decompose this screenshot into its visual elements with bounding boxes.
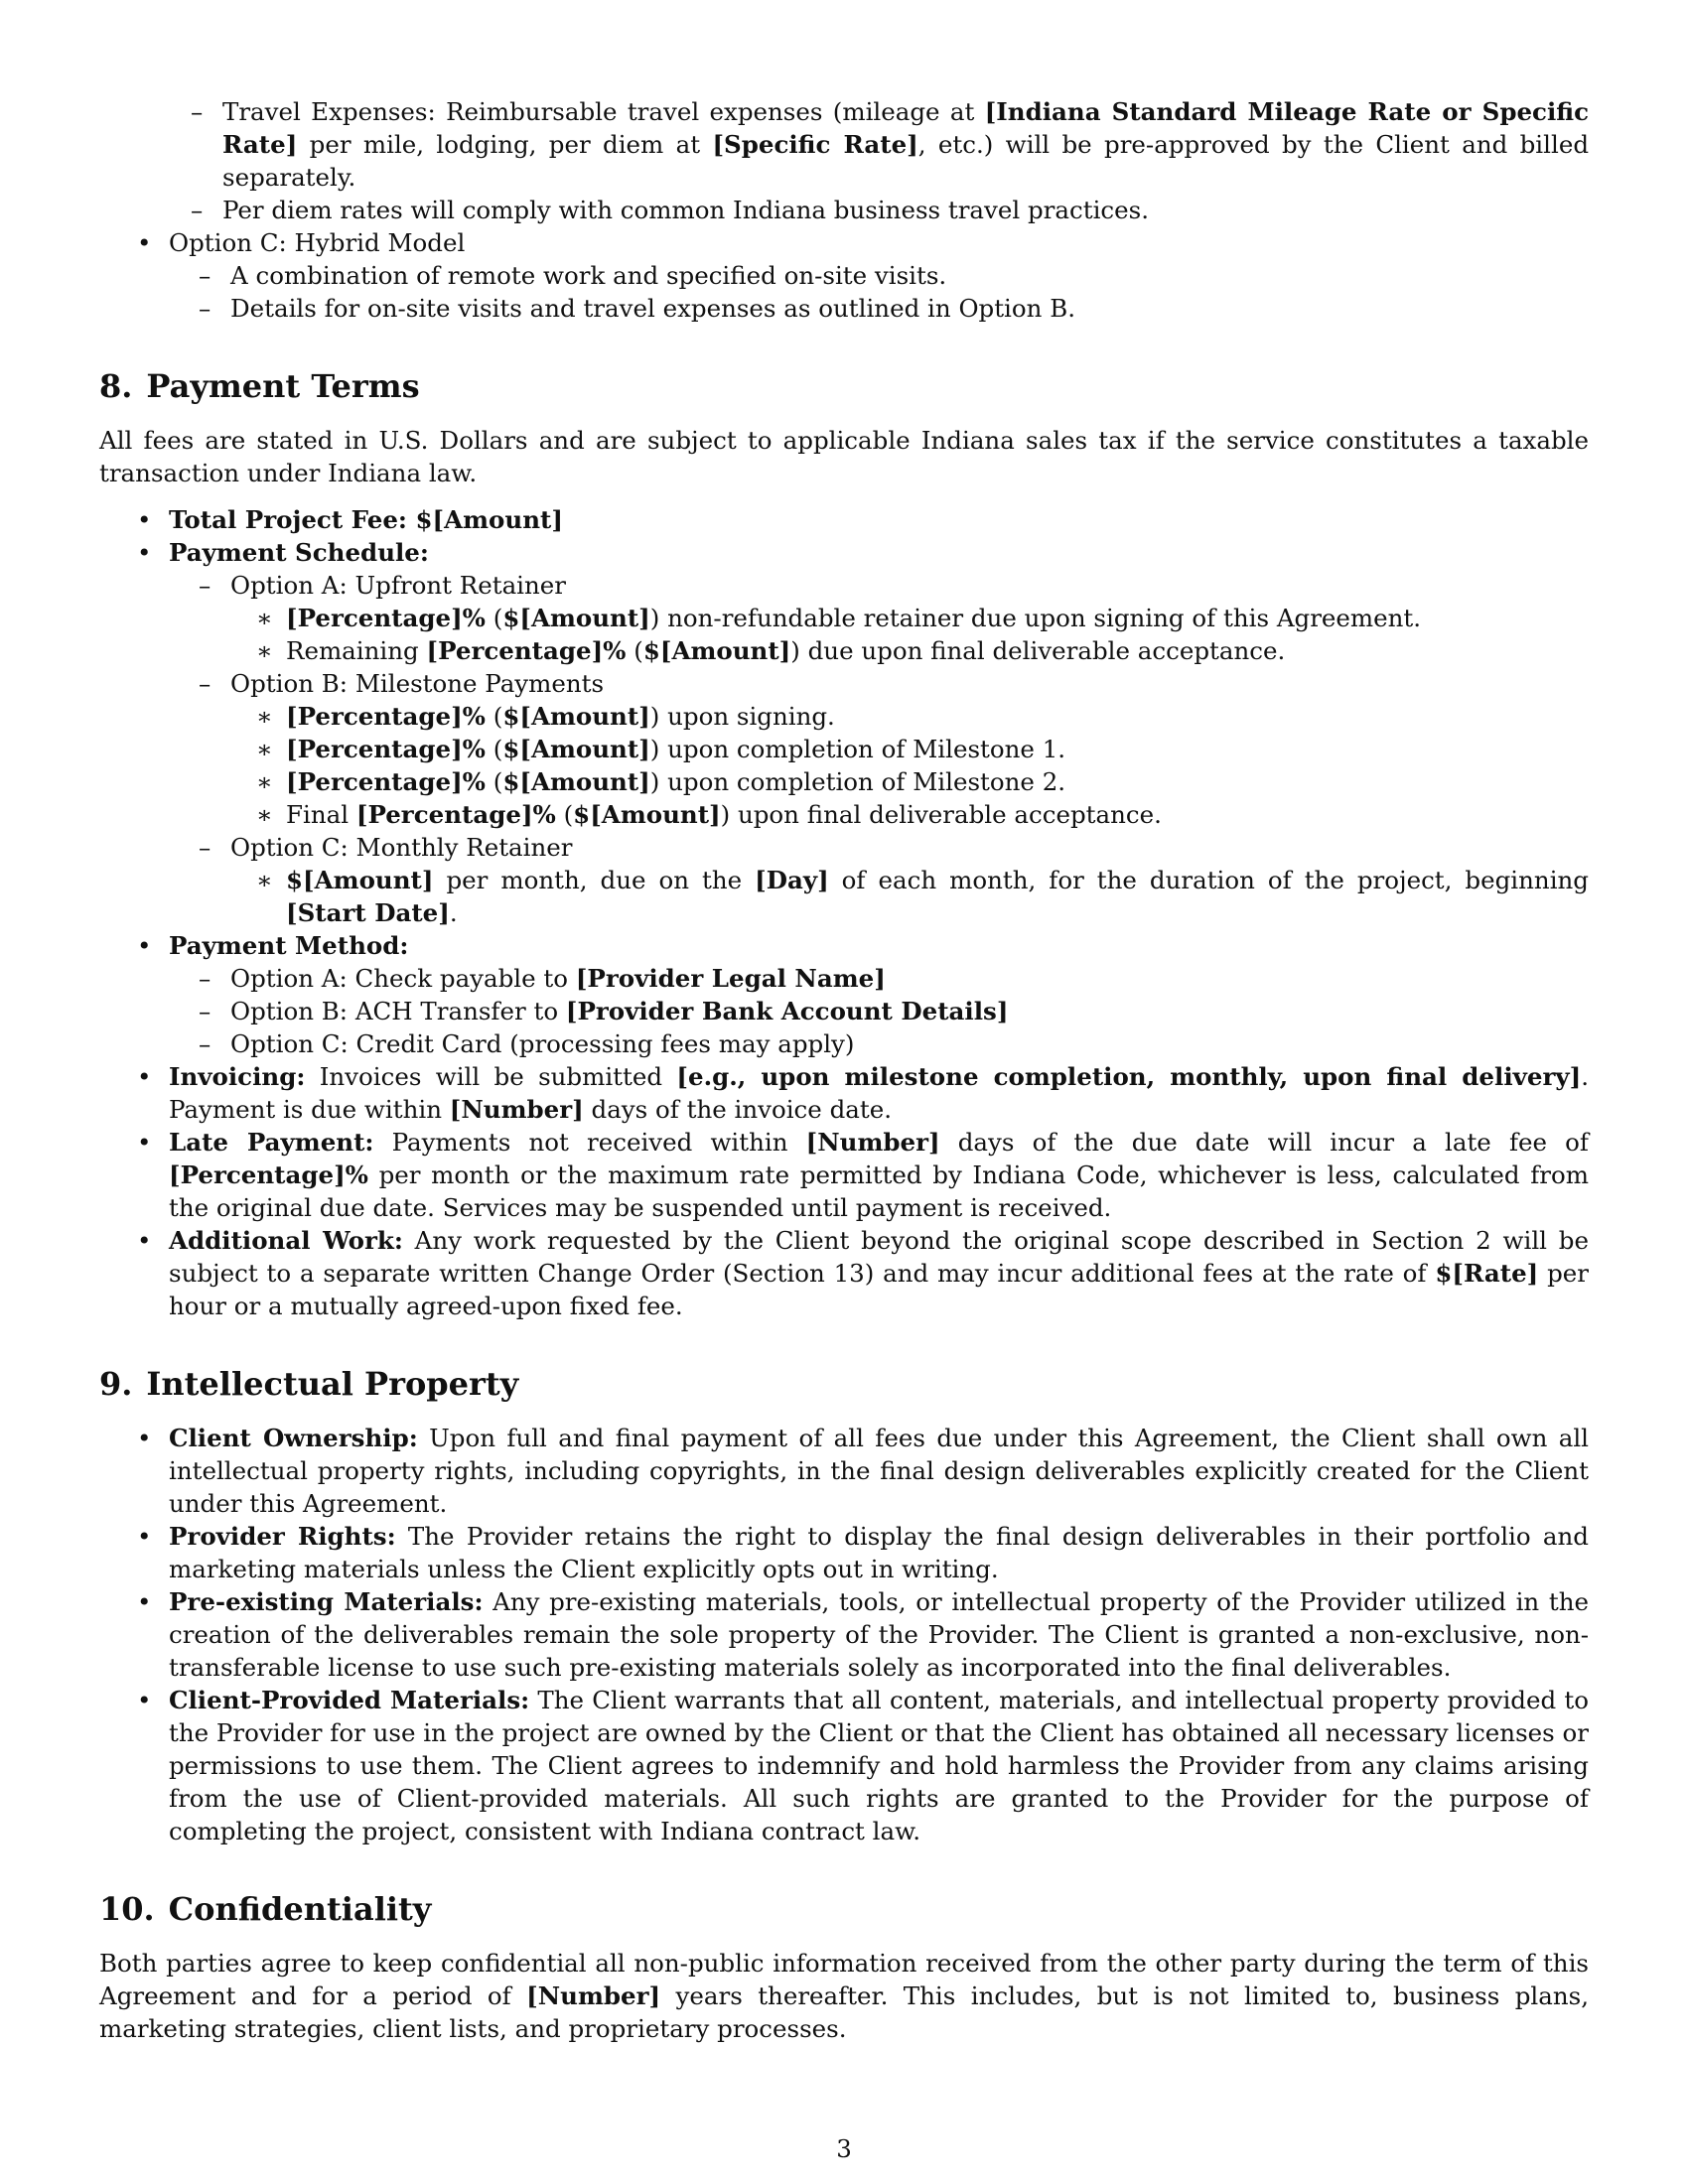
list-item xyxy=(169,995,1589,1027)
item-text: Both parties agree to keep confidential all non-public information received from the other party during the term of this Agreement and for a period of xyxy=(99,1949,1589,2010)
item-text: Details for on-site visits and travel expenses as outlined in Option B. xyxy=(230,294,1076,323)
section-number: 9. xyxy=(99,1365,133,1403)
placeholder-percentage: [Percentage]% xyxy=(426,636,627,665)
placeholder-percentage: [Percentage]% xyxy=(286,702,486,731)
list-item xyxy=(99,536,1589,929)
placeholder-number: [Number] xyxy=(449,1095,584,1124)
item-label: Provider Rights: xyxy=(169,1522,396,1551)
placeholder-mileage-rate: [Indiana Standard Mileage Rate or Specific Rate] xyxy=(222,97,1589,159)
section-heading-confidentiality xyxy=(99,1889,1589,1929)
list-item xyxy=(169,667,1589,831)
placeholder-invoice-schedule: [e.g., upon milestone completion, monthly, upon final delivery] xyxy=(676,1062,1582,1091)
section-heading-intellectual-property xyxy=(99,1364,1589,1404)
placeholder-percentage: [Percentage]% xyxy=(286,767,486,796)
list-item xyxy=(169,1027,1589,1060)
item-text: Invoices will be submitted xyxy=(305,1062,677,1091)
item-text: ( xyxy=(485,767,503,796)
item-text: ( xyxy=(626,636,643,665)
list-item xyxy=(99,1684,1589,1847)
option-label: Option C: Monthly Retainer xyxy=(230,833,573,862)
list-item xyxy=(169,569,1589,667)
option-label: Option C: Hybrid Model xyxy=(169,228,466,257)
item-text: . Payment is due within xyxy=(169,1062,1589,1124)
item-label: Client Ownership: xyxy=(169,1424,418,1452)
list-item xyxy=(230,733,1589,765)
travel-list xyxy=(161,95,1589,226)
item-text: Reimbursable travel expenses (mileage at xyxy=(435,97,985,126)
list-item xyxy=(169,962,1589,995)
item-text: A combination of remote work and specified on-site visits. xyxy=(230,261,947,290)
item-text: . xyxy=(449,898,458,927)
placeholder-number: [Number] xyxy=(526,1981,661,2010)
placeholder-amount: $[Amount] xyxy=(502,735,650,763)
option-label: Option A: Upfront Retainer xyxy=(230,571,566,600)
section-title: Intellectual Property xyxy=(146,1365,519,1403)
item-label: Travel Expenses: xyxy=(222,97,436,126)
item-text: of each month, for the duration of the project, beginning xyxy=(828,866,1589,894)
sublist xyxy=(169,962,1589,1060)
section-title: Payment Terms xyxy=(146,367,420,405)
placeholder-specific-rate: [Specific Rate] xyxy=(712,130,918,159)
item-text: days of the invoice date. xyxy=(583,1095,892,1124)
list-item xyxy=(230,765,1589,798)
placeholder-amount: $[Amount] xyxy=(286,866,434,894)
confidentiality-paragraph xyxy=(99,1947,1589,2045)
list-item xyxy=(161,194,1589,226)
list-item xyxy=(230,634,1589,667)
placeholder-percentage: [Percentage]% xyxy=(355,800,556,829)
placeholder-percentage: [Percentage]% xyxy=(286,604,486,632)
placeholder-provider-name: [Provider Legal Name] xyxy=(575,964,886,993)
list-item xyxy=(99,226,1589,325)
item-text: ( xyxy=(485,604,503,632)
item-label: Payment Schedule: xyxy=(169,538,429,567)
item-text: ( xyxy=(555,800,574,829)
list-item xyxy=(230,700,1589,733)
item-text: per hour or a mutually agreed-upon fixed fee. xyxy=(169,1259,1589,1320)
item-label: Client-Provided Materials: xyxy=(169,1686,530,1714)
list-item xyxy=(99,929,1589,1060)
placeholder-amount: $[Amount] xyxy=(642,636,791,665)
option-label: Option B: Milestone Payments xyxy=(230,669,605,698)
item-text: Per diem rates will comply with common Indiana business travel practices. xyxy=(222,196,1149,224)
item-text: ) non-refundable retainer due upon signing of this Agreement. xyxy=(649,604,1422,632)
sublist xyxy=(230,602,1589,667)
section-intro: All fees are stated in U.S. Dollars and are subject to applicable Indiana sales tax if the service constitutes a taxable transaction under Indiana law. xyxy=(99,426,1589,487)
section-number: 10. xyxy=(99,1890,155,1928)
item-text: ( xyxy=(485,702,503,731)
item-label: Invoicing: xyxy=(169,1062,306,1091)
list-item xyxy=(99,1585,1589,1684)
list-item xyxy=(230,798,1589,831)
item-label: Additional Work: xyxy=(169,1226,403,1255)
list-item xyxy=(230,602,1589,634)
placeholder-day: [Day] xyxy=(755,866,829,894)
item-text: ) upon signing. xyxy=(649,702,835,731)
item-label: Payment Method: xyxy=(169,931,409,960)
list-item xyxy=(99,503,1589,536)
placeholder-number: [Number] xyxy=(805,1128,940,1157)
item-text: The Provider retains the right to display the final design deliverables in their portfolio and marketing materials unless the Client explicitly opts out in writing. xyxy=(169,1522,1589,1583)
item-text: ) upon completion of Milestone 2. xyxy=(649,767,1066,796)
sublist xyxy=(169,259,1589,325)
list-item xyxy=(99,1224,1589,1322)
ip-list xyxy=(99,1422,1589,1847)
item-text: The Client warrants that all content, materials, and intellectual property provided to the Provider for use in the project are owned by the Client or that the Client has obtained all necessary licenses or permissions to use them. The Client agrees to indemnify and hold harmless the Provider from any claims arising from the use of Client-provided materials. All such rights are granted to the Provider for the purpose of completing the project, consistent with Indiana contract law. xyxy=(169,1686,1589,1845)
option-c-list xyxy=(99,226,1589,325)
list-item xyxy=(169,259,1589,292)
sublist xyxy=(169,569,1589,929)
document-page xyxy=(99,95,1589,2059)
item-text: Upon full and final payment of all fees due under this Agreement, the Client shall own all intellectual property rights, including copyrights, in the final design deliverables explicitly created for the Client under this Agreement. xyxy=(169,1424,1589,1518)
placeholder-amount: $[Amount] xyxy=(502,604,650,632)
placeholder-rate: $[Rate] xyxy=(1435,1259,1539,1288)
sublist xyxy=(230,700,1589,831)
item-label: Pre-existing Materials: xyxy=(169,1587,484,1616)
item-text: , etc.) will be pre-approved by the Client and billed separately. xyxy=(222,130,1589,192)
item-text: ) upon final deliverable acceptance. xyxy=(720,800,1162,829)
section-number: 8. xyxy=(99,367,133,405)
item-text: Remaining xyxy=(286,636,427,665)
total-fee: Total Project Fee: $[Amount] xyxy=(169,505,563,534)
item-text: days of the due date will incur a late fee of xyxy=(939,1128,1589,1157)
placeholder-percentage: [Percentage]% xyxy=(286,735,486,763)
item-text: per month or the maximum rate permitted by Indiana Code, whichever is less, calculated from the original due date. Services may be suspended until payment is received. xyxy=(169,1160,1589,1222)
sublist xyxy=(230,864,1589,929)
list-item xyxy=(99,1060,1589,1126)
list-item xyxy=(99,1126,1589,1224)
item-text: per month, due on the xyxy=(433,866,756,894)
item-text: ) upon completion of Milestone 1. xyxy=(649,735,1066,763)
list-item xyxy=(230,864,1589,929)
item-text: Option A: Check payable to xyxy=(230,964,576,993)
section-heading-payment-terms xyxy=(99,366,1589,406)
placeholder-amount: $[Amount] xyxy=(502,702,650,731)
list-item xyxy=(99,1422,1589,1520)
item-text: Option C: Credit Card (processing fees may apply) xyxy=(230,1029,855,1058)
item-text: Any pre-existing materials, tools, or intellectual property of the Provider utilized in the creation of the deliverables remain the sole property of the Provider. The Client is granted a non-exclusive, non-transferable license to use such pre-existing materials solely as incorporated into the final deliverables. xyxy=(169,1587,1589,1682)
item-text: Any work requested by the Client beyond the original scope described in Section 2 will be subject to a separate written Change Order (Section 13) and may incur additional fees at the rate of xyxy=(169,1226,1589,1288)
item-text: Final xyxy=(286,800,356,829)
item-text: ) due upon final deliverable acceptance. xyxy=(790,636,1286,665)
list-item xyxy=(169,292,1589,325)
placeholder-amount: $[Amount] xyxy=(502,767,650,796)
list-item xyxy=(169,831,1589,929)
placeholder-percentage: [Percentage]% xyxy=(169,1160,368,1189)
list-item xyxy=(99,1520,1589,1585)
placeholder-bank-details: [Provider Bank Account Details] xyxy=(565,997,1009,1025)
item-text: ( xyxy=(485,735,503,763)
payment-terms-list xyxy=(99,503,1589,1322)
item-label: Late Payment: xyxy=(169,1128,374,1157)
placeholder-amount: $[Amount] xyxy=(573,800,721,829)
item-text: Option B: ACH Transfer to xyxy=(230,997,566,1025)
item-text: years thereafter. This includes, but is not limited to, business plans, marketing strategies, client lists, and proprietary processes. xyxy=(99,1981,1589,2043)
travel-continuation xyxy=(99,95,1589,226)
placeholder-start-date: [Start Date] xyxy=(286,898,450,927)
item-text: per mile, lodging, per diem at xyxy=(297,130,713,159)
page-number: 3 xyxy=(836,2134,852,2163)
list-item xyxy=(161,95,1589,194)
section-title: Confidentiality xyxy=(168,1890,432,1928)
item-text: Payments not received within xyxy=(373,1128,806,1157)
